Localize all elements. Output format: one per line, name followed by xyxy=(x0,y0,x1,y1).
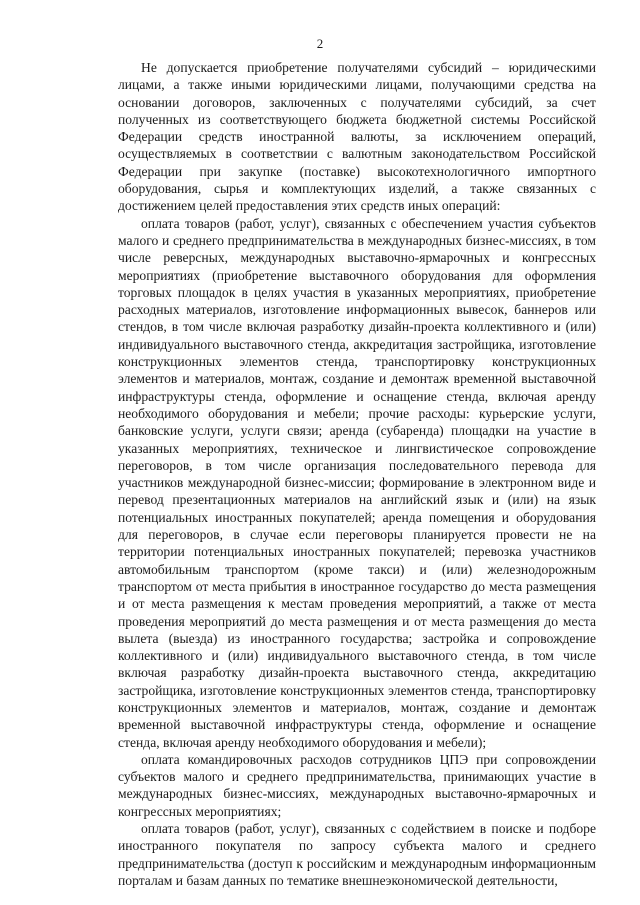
paragraph-buyer-search: оплата товаров (работ, услуг), связанных с содействием в поиске и подборе иностранного покупателя по запросу субъекта малого и среднего предпринимательства (доступ к российским и международным информационным порталам и базам данных по тематике внешнеэкономической деятельности, xyxy=(118,821,596,888)
paragraph-business-missions-costs: оплата товаров (работ, услуг), связанных с обеспечением участия субъектов малого и среднего предпринимательства в международных бизнес-миссиях, в том числе реверсных, международных выставочно-ярмарочных и конгрессных мероприятиях (приобретение выставочного оборудования для оформления торговых площадок в целях участия в указанных мероприятиях, приобретение расходных материалов, изготовление информационных вывесок, баннеров или стендов, в том числе включая разработку дизайн-проекта коллективного и (или) индивидуального выставочного стенда, аккредитация застройщика, изготовление конструкционных элементов стенда, транспортировку конструкционных элементов и материалов, монтаж, создание и демонтаж временной выставочной инфраструктуры стенда, оформление и оснащение стенда, включая аренду необходимого оборудования и мебели; прочие расходы: курьерские услуги, банковские услуги, услуги связи; аренда (субаренда) площадки на участие в указанных мероприятиях, техническое и лингвистическое сопровождение переговоров, в том числе организация последовательного перевода для участников международной бизнес-миссии; формирование в электронном виде и перевод презентационных материалов на английский язык и (или) на язык потенциальных иностранных покупателей; аренда помещения и оборудования для переговоров, в случае если переговоры планируется провести не на территории потенциальных иностранных покупателей; перевозка участников автомобильным транспортом (кроме такси) и (или) железнодорожным транспортом от места прибытия в иностранное государство до места размещения и от места размещения к местам проведения мероприятий, а также от места проведения мероприятий до места размещения и от места размещения до места вылета (выезда) из иностранного государства; застройка и сопровождение коллективного и (или) индивидуального выставочного стенда, в том числе включая разработку дизайн-проекта выставочного стенда, аккредитацию застройщика, изготовление конструкционных элементов стенда, транспортировку конструкционных элементов и материалов, монтаж, создание и демонтаж временной выставочной инфраструктуры стенда, оформление и оснащение стенда, включая аренду необходимого оборудования и мебели); xyxy=(118,215,596,750)
page-number: 2 xyxy=(316,36,324,51)
document-body xyxy=(118,59,596,889)
paragraph-currency-restriction: Не допускается приобретение получателями субсидий – юридическими лицами, а также иными юридическими лицами, получающими средства на основании договоров, заключенных с получателями субсидий, за счет полученных из соответствующего бюджета бюджетной системы Российской Федерации средств иностранной валюты, за исключением операций, осуществляемых в соответствии с валютным законодательством Российской Федерации при закупке (поставке) высокотехнологичного импортного оборудования, сырья и комплектующих изделий, а также связанных с достижением целей предоставления этих средств иных операций: xyxy=(118,60,596,214)
paragraph-travel-expenses: оплата командировочных расходов сотрудников ЦПЭ при сопровождении субъектов малого и среднего предпринимательства, принимающих участие в международных бизнес-миссиях, международных выставочно-ярмарочных и конгрессных мероприятиях; xyxy=(118,751,596,819)
